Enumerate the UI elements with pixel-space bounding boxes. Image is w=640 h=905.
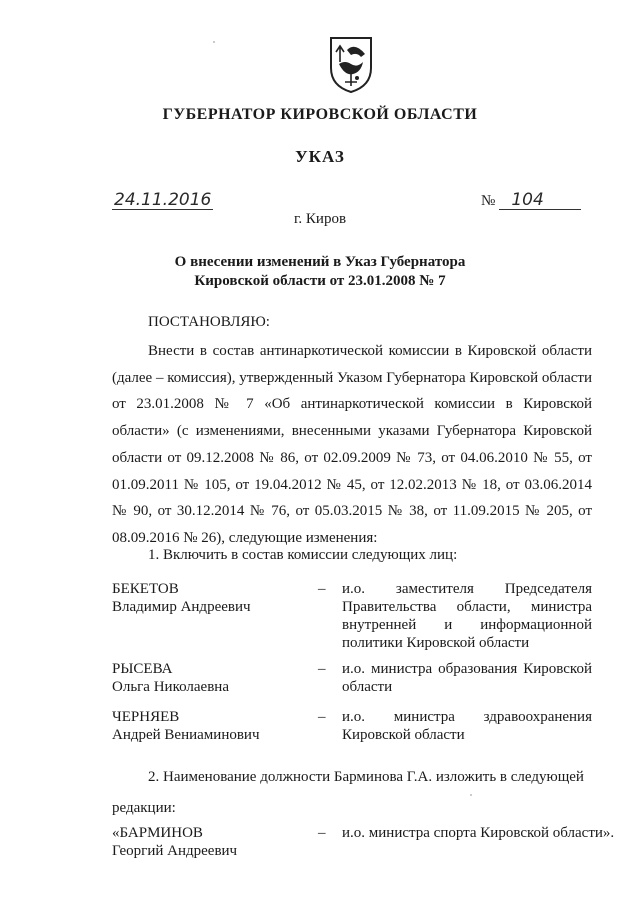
- member-surname: БЕКЕТОВ: [112, 581, 179, 597]
- member-given-names: Андрей Вениаминович: [112, 727, 260, 743]
- document-subject: [0, 253, 640, 291]
- member-surname: «БАРМИНОВ: [112, 825, 203, 841]
- paragraph-main: [112, 338, 592, 552]
- number-sign: №: [481, 193, 496, 209]
- number-value: 104: [499, 191, 581, 210]
- item-2-continuation: редакции:: [112, 800, 176, 816]
- subject-line-2: Кировской области от 23.01.2008 № 7: [194, 273, 446, 289]
- document-date: 24.11.2016: [114, 190, 212, 210]
- item-1: 1. Включить в состав комиссии следующих лиц:: [148, 547, 458, 563]
- member-given-names: Ольга Николаевна: [112, 679, 229, 695]
- member-dash: –: [318, 581, 326, 597]
- member-given-names: Георгий Андреевич: [112, 843, 238, 859]
- member-given-names: Владимир Андреевич: [112, 599, 251, 615]
- scan-speck: [213, 41, 215, 43]
- item-2: 2. Наименование должности Барминова Г.А. изложить в следующей: [148, 769, 584, 785]
- paragraph-text: Внести в состав антинаркотической комиссии в Кировской области (далее – комиссия), утвержденный Указом Губернатора Кировской области от 23.01.2008 № 7 «Об антинаркотической комиссии в Кировской области» (с изменениями, внесенными указами Губернатора Кировской области от 09.12.2008 № 86, от 02.09.2009 № 73, от 04.06.2010 № 55, от 01.09.2011 № 105, от 19.04.2012 № 45, от 12.02.2013 № 18, от 03.06.2014 № 90, от 30.12.2014 № 76, от 05.03.2015 № 38, от 11.09.2015 № 205, от 08.09.2016 № 26), следующие изменения:: [112, 343, 592, 546]
- member-dash: –: [318, 709, 326, 725]
- member-role: и.о. министра образования Кировской области: [342, 661, 592, 695]
- member-surname: РЫСЕВА: [112, 661, 173, 677]
- kirov-coat-of-arms-icon: [327, 34, 375, 94]
- member-name: [112, 660, 312, 696]
- member-name: [112, 580, 312, 616]
- member-dash: –: [318, 661, 326, 677]
- member-name: [112, 708, 312, 744]
- member-role: и.о. министра здравоохранения Кировской области: [342, 709, 592, 743]
- city: г. Киров: [293, 211, 347, 227]
- member-name: [112, 824, 312, 860]
- scan-speck: [470, 794, 472, 796]
- document-number: [481, 191, 581, 210]
- document-type: УКАЗ: [295, 147, 345, 166]
- member-dash: –: [318, 825, 326, 841]
- member-surname: ЧЕРНЯЕВ: [112, 709, 180, 725]
- member-role: и.о. заместителя Председателя Правительства области, министра внутренней и информационной политики Кировской области: [342, 581, 592, 651]
- member-role: и.о. министра спорта Кировской области».: [342, 825, 615, 841]
- authority-title: ГУБЕРНАТОР КИРОВСКОЙ ОБЛАСТИ: [162, 106, 478, 123]
- subject-line-1: О внесении изменений в Указ Губернатора: [174, 254, 466, 270]
- decree-heading: ПОСТАНОВЛЯЮ:: [148, 314, 270, 330]
